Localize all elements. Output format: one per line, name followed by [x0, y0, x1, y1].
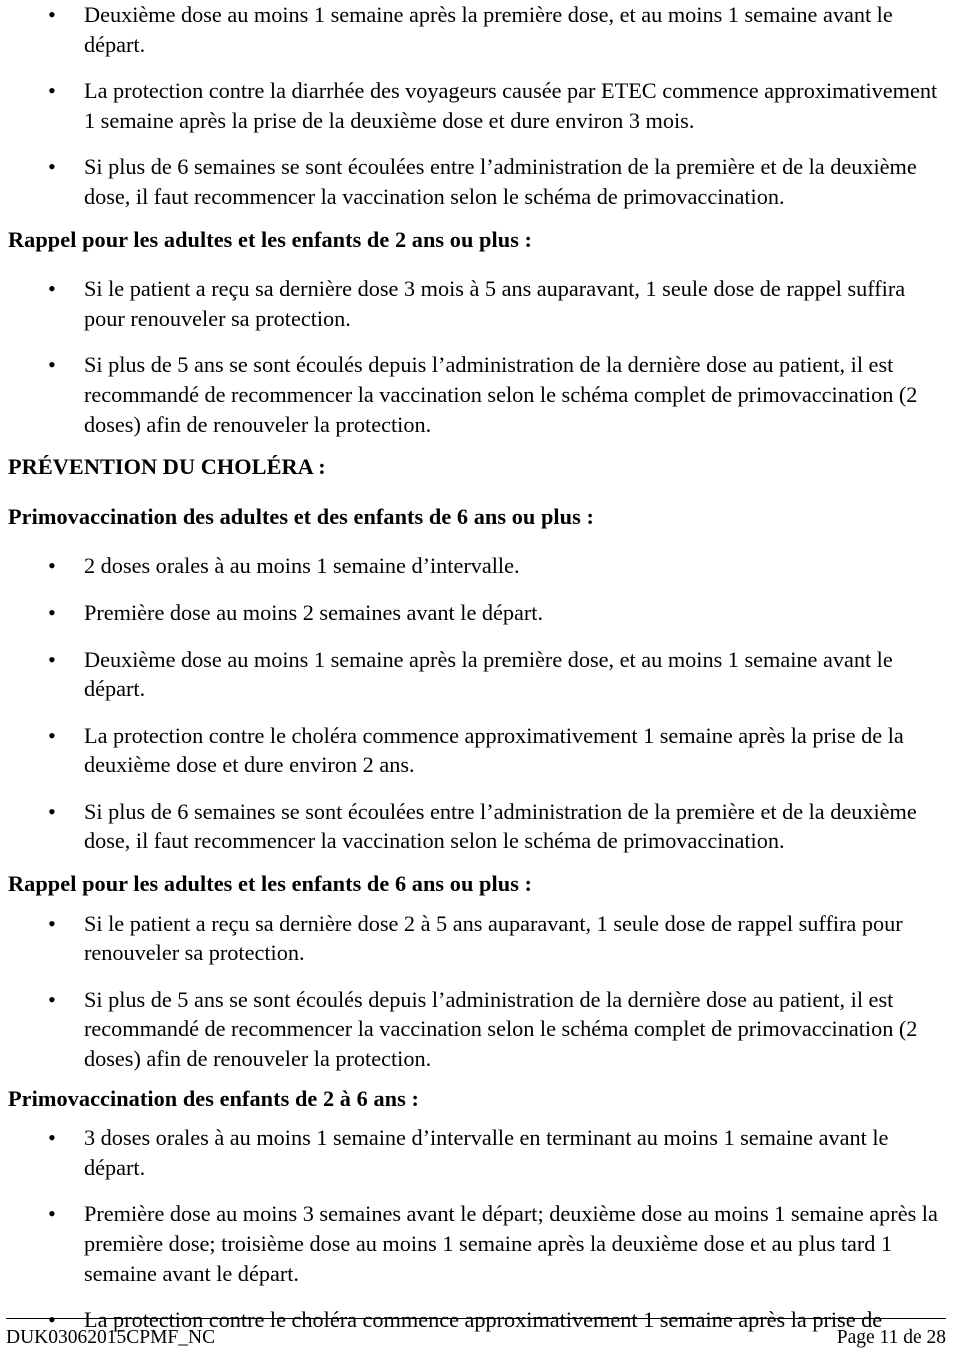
bullet-icon: •	[48, 1307, 56, 1333]
list-item	[6, 1199, 946, 1288]
footer-divider	[6, 1318, 946, 1319]
list-item	[6, 721, 946, 780]
list-item	[6, 274, 946, 333]
bullet-list-rappel-2-ans	[6, 274, 946, 439]
bullet-list-etec-primovaccination	[6, 0, 946, 212]
list-item-text: Si plus de 5 ans se sont écoulés depuis l’administration de la dernière dose au patient, il est recommandé de recommencer la vaccination selon le schéma complet de primovaccination (2 doses) afin de renouveler la protection.	[84, 986, 918, 1072]
spacer	[6, 531, 946, 551]
bullet-icon: •	[48, 910, 56, 936]
bullet-icon: •	[48, 646, 56, 672]
list-item-text: Si le patient a reçu sa dernière dose 2 à 5 ans auparavant, 1 seule dose de rappel suffira pour renouveler sa protection.	[84, 910, 903, 966]
list-item-text: Si plus de 6 semaines se sont écoulées entre l’administration de la première et de la deuxième dose, il faut recommencer la vaccination selon le schéma de primovaccination.	[84, 154, 917, 209]
bullet-icon: •	[48, 986, 56, 1012]
list-item-text: 2 doses orales à au moins 1 semaine d’intervalle.	[84, 553, 520, 579]
spacer	[6, 1074, 946, 1084]
footer-document-code: DUK03062015CPMF_NC	[6, 1327, 216, 1348]
bullet-icon: •	[48, 2, 56, 27]
list-item	[6, 797, 946, 856]
list-item	[6, 152, 946, 211]
spacer	[6, 254, 946, 274]
bullet-list-rappel-6-ans	[6, 909, 946, 1074]
list-item-text: Deuxième dose au moins 1 semaine après la première dose, et au moins 1 semaine avant le départ.	[84, 646, 893, 702]
list-item	[6, 985, 946, 1074]
bullet-icon: •	[48, 78, 56, 104]
list-item-text: 3 doses orales à au moins 1 semaine d’intervalle en terminant au moins 1 semaine avant le départ.	[84, 1125, 889, 1180]
list-item	[6, 551, 946, 581]
list-item	[6, 0, 946, 59]
bullet-list-primovaccination-6-ans	[6, 551, 946, 856]
bullet-list-primovaccination-2-a-6-ans	[6, 1123, 946, 1335]
list-item-text: Deuxième dose au moins 1 semaine après la première dose, et au moins 1 semaine avant le départ.	[84, 2, 893, 57]
bullet-icon: •	[48, 276, 56, 302]
list-item-text: Si plus de 6 semaines se sont écoulées entre l’administration de la première et de la deuxième dose, il faut recommencer la vaccination selon le schéma de primovaccination.	[84, 798, 917, 854]
bullet-icon: •	[48, 553, 56, 579]
spacer	[6, 856, 946, 869]
footer-page-number: Page 11 de 28	[836, 1327, 946, 1348]
heading-primovaccination-2-a-6-ans: Primovaccination des enfants de 2 à 6 ans :	[8, 1085, 419, 1111]
footer-row	[6, 1325, 946, 1351]
heading-rappel-2-ans: Rappel pour les adultes et les enfants de 2 ans ou plus :	[8, 226, 533, 252]
heading-primovaccination-6-ans: Primovaccination des adultes et des enfants de 6 ans ou plus :	[8, 503, 594, 529]
list-item	[6, 350, 946, 439]
heading-prevention-cholera: PRÉVENTION DU CHOLÉRA :	[8, 454, 326, 480]
list-item	[6, 76, 946, 135]
list-item-text: La protection contre le choléra commence approximativement 1 semaine après la prise de la deuxième dose et dure environ 2 ans.	[84, 722, 904, 778]
page-footer	[6, 1318, 946, 1351]
bullet-icon: •	[48, 722, 56, 748]
list-item	[6, 645, 946, 704]
list-item	[6, 909, 946, 968]
bullet-icon: •	[48, 599, 56, 625]
list-item-text: La protection contre le choléra commence approximativement 1 semaine après la prise de	[84, 1307, 883, 1333]
bullet-icon: •	[48, 154, 56, 180]
bullet-icon: •	[48, 352, 56, 378]
spacer	[6, 899, 946, 909]
list-item-text: Si le patient a reçu sa dernière dose 3 mois à 5 ans auparavant, 1 seule dose de rappel suffira pour renouveler sa protection.	[84, 276, 906, 331]
list-item	[6, 1123, 946, 1182]
list-item	[6, 598, 946, 628]
bullet-icon: •	[48, 1125, 56, 1151]
heading-rappel-6-ans: Rappel pour les adultes et les enfants de 6 ans ou plus :	[8, 871, 533, 897]
spacer	[6, 212, 946, 225]
spacer	[6, 482, 946, 502]
spacer	[6, 1113, 946, 1123]
list-item-text: Si plus de 5 ans se sont écoulés depuis l’administration de la dernière dose au patient, il est recommandé de recommencer la vaccination selon le schéma complet de primovaccination (2 doses) afin de renouveler la protection.	[84, 352, 918, 437]
spacer	[6, 439, 946, 452]
bullet-icon: •	[48, 798, 56, 824]
list-item-text: Première dose au moins 2 semaines avant le départ.	[84, 599, 544, 625]
bullet-icon: •	[48, 1201, 56, 1227]
list-item-text: Première dose au moins 3 semaines avant le départ; deuxième dose au moins 1 semaine après la première dose; troisième dose au moins 1 semaine après la deuxième dose et au plus tard 1 semaine avant le départ.	[84, 1201, 938, 1286]
list-item-text: La protection contre la diarrhée des voyageurs causée par ETEC commence approximativement 1 semaine après la prise de la deuxième dose et dure environ 3 mois.	[84, 78, 938, 133]
